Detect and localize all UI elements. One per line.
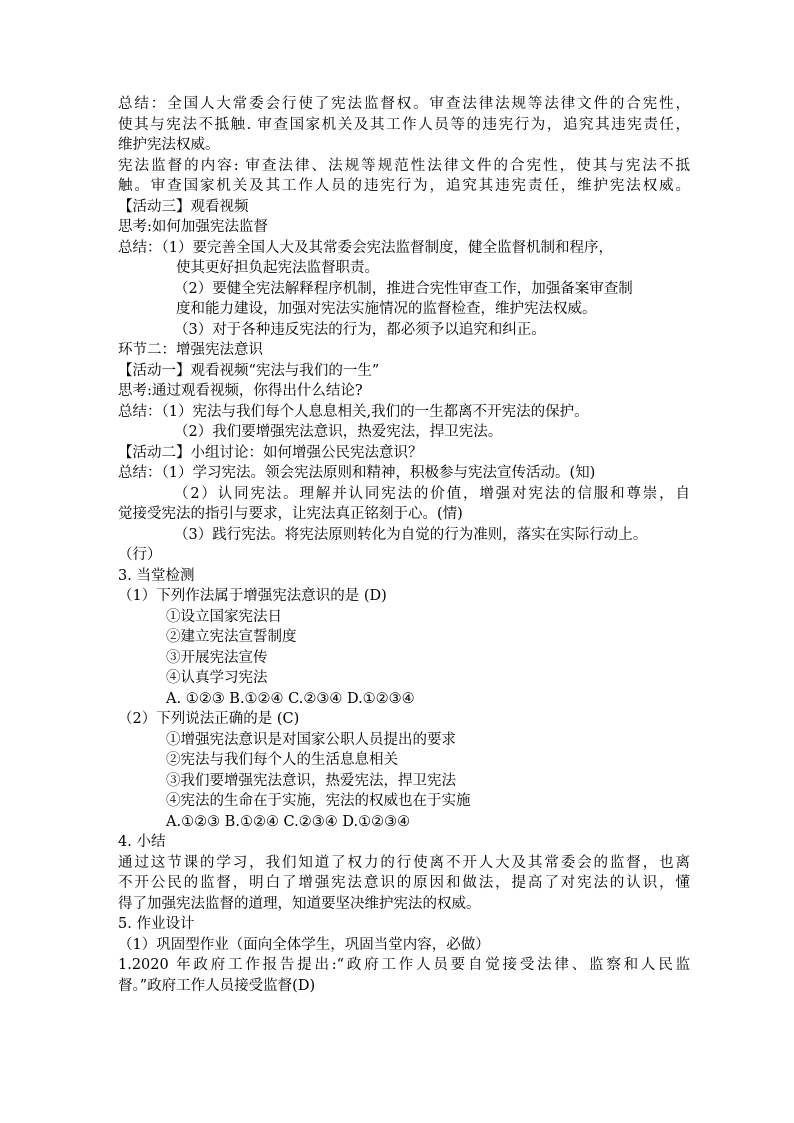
option-item: ③开展宪法宣传 — [166, 649, 268, 666]
text-line: 使其更好担负起宪法监督职责。 — [176, 260, 379, 276]
text-line: 总结：（1）宪法与我们每个人息息相关,我们的一生都离不开宪法的保护。 — [118, 403, 589, 420]
text-line: 得了加强宪法监督的道理，知道要坚决维护宪法的权威。 — [118, 895, 481, 912]
activity-heading: 【活动三】观看视频 — [118, 198, 249, 215]
section-heading: 3. 当堂检测 — [118, 567, 195, 584]
answer-choices: A.①②③ B.①②④ C.②③④ D.①②③④ — [166, 813, 411, 830]
option-item: ③我们要增强宪法意识，热爱宪法，捍卫宪法 — [166, 772, 456, 789]
document-body — [118, 94, 690, 996]
text-line: （2）我们要增强宪法意识，热爱宪法，捍卫宪法。 — [174, 424, 503, 440]
text-line: 度和能力建设，加强对宪法实施情况的监督检查，维护宪法权威。 — [176, 301, 597, 317]
section-heading: 环节二：增强宪法意识 — [118, 342, 263, 358]
text-line: （3）践行宪法。将宪法原则转化为自觉的行为准则，落实在实际行动上。 — [174, 526, 648, 543]
text-line: 总结：全国人大常委会行使了宪法监督权。审查法律法规等法律文件的合宪性， — [118, 96, 690, 112]
text-line: （3）对于各种违反宪法的行为，都必须予以追究和纠正。 — [174, 321, 546, 338]
section-heading: 5. 作业设计 — [118, 916, 195, 932]
option-item: ①增强宪法意识是对国家公职人员提出的要求 — [166, 731, 456, 748]
text-line: 督。”政府工作人员接受监督(D) — [118, 977, 316, 994]
text-line: 维护宪法权威。 — [118, 137, 220, 153]
text-line: 总结：（1）学习宪法。领会宪法原则和精神，积极参与宪法宣传活动。(知) — [118, 465, 596, 481]
text-line: 思考:通过观看视频，你得出什么结论? — [118, 383, 363, 399]
question-stem: （2）下列说法正确的是 (C) — [118, 711, 300, 727]
text-line: 宪法监督的内容: 审查法律、法规等规范性法律文件的合宪性，使其与宪法不抵 — [118, 157, 690, 174]
option-item: ④认真学习宪法 — [166, 670, 268, 686]
text-line: 使其与宪法不抵触. 审查国家机关及其工作人员等的违宪行为，追究其违宪责任， — [118, 116, 690, 133]
activity-heading: 【活动二】小组讨论：如何增强公民宪法意识？ — [118, 444, 423, 461]
option-item: ①设立国家宪法日 — [166, 608, 282, 625]
option-item: ②宪法与我们每个人的生活息息相关 — [166, 752, 398, 768]
option-item: ④宪法的生命在于实施，宪法的权威也在于实施 — [166, 793, 471, 809]
activity-heading: 【活动一】观看视频“宪法与我们的一生” — [118, 362, 380, 379]
text-line: 觉接受宪法的指引与要求，让宪法真正铭刻于心。(情) — [118, 506, 463, 522]
text-line: 1.2020 年政府工作报告提出:“政府工作人员要自觉接受法律、监察和人民监 — [118, 957, 690, 973]
text-line: 通过这节课的学习，我们知道了权力的行使离不开人大及其常委会的监督，也离 — [118, 854, 690, 871]
section-heading: 4. 小结 — [118, 834, 166, 850]
text-line: 触。审查国家机关及其工作人员的违宪行为，追究其违宪责任，维护宪法权威。 — [118, 178, 690, 194]
text-line: 总结：（1）要完善全国人大及其常委会宪法监督制度，健全监督机制和程序， — [118, 239, 613, 256]
text-line: （2）认同宪法。理解并认同宪法的价值，增强对宪法的信服和尊崇，自 — [174, 485, 690, 502]
question-stem: （1）下列作法属于增强宪法意识的是 (D) — [118, 588, 387, 604]
text-line: 思考:如何加强宪法监督 — [118, 219, 268, 235]
text-line: 不开公民的监督，明白了增强宪法意识的原因和做法，提高了对宪法的认识，懂 — [118, 875, 690, 891]
text-line: （2）要健全宪法解释程序机制，推进合宪性审查工作，加强备案审查制 — [174, 280, 633, 297]
answer-choices: A. ①②③ B.①②④ C.②③④ D.①②③④ — [166, 690, 415, 707]
text-line: （1）巩固型作业（面向全体学生，巩固当堂内容，必做） — [118, 936, 490, 953]
text-line: （行） — [118, 547, 162, 563]
option-item: ②建立宪法宣誓制度 — [166, 629, 297, 645]
